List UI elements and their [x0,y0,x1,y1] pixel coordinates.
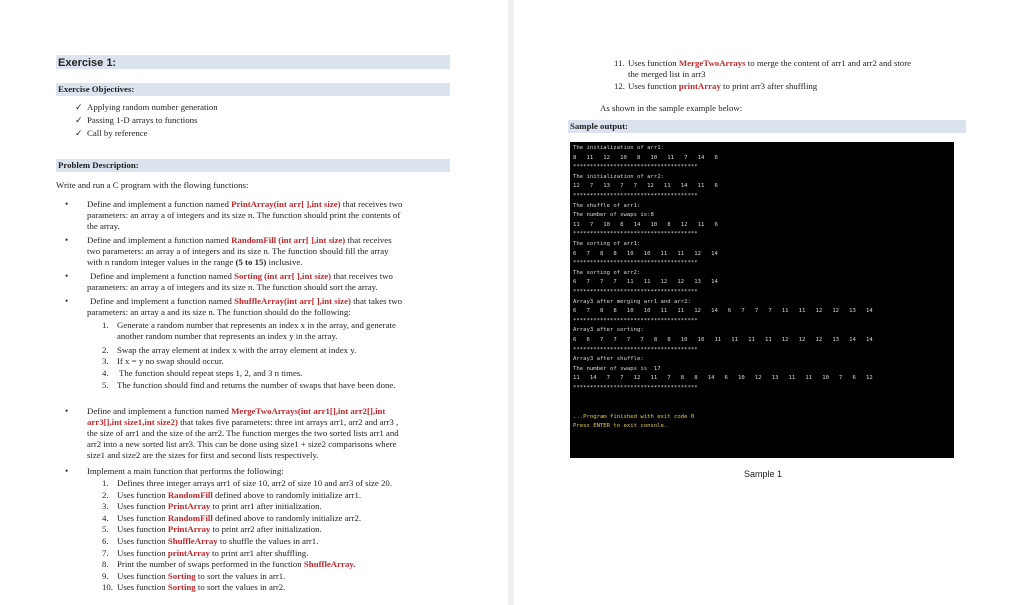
step-text: If x = y no swap should occur. [117,356,224,366]
step-number: 1. [102,320,109,330]
bullet-shufflearray: Define and implement a function named ShuffleArray(int arr[ ],int size) that takes two [90,296,402,306]
main-step-text: Uses function Sorting to sort the values in arr1. [117,570,286,581]
console-line: Array3 after shuffle: [573,356,644,363]
step-number: 2. [102,489,109,500]
bullet-text: parameters: an array a and its size n. The function should do the following: [87,307,351,317]
sample-caption: Sample 1 [744,469,783,479]
bullet-text: with n random integer values in the range (5 to 15) inclusive. [87,257,303,267]
step-number: 3. [102,501,109,512]
step-text: The function should find and returns the number of swaps that have been done. [117,380,396,390]
main-step-text: Uses function PrintArray to print arr2 after initialization. [117,524,322,535]
step-text: Swap the array element at index x with the array element at index y. [117,345,357,355]
bullet-main: Implement a main function that performs the following: [87,466,284,476]
step-number: 1. [102,478,109,488]
bullet-text: size1 and size2 are the sizes for first and second lists respectively. [87,450,319,460]
console-line: The sorting of arr1: [573,241,641,247]
console-line: ************************************* [573,164,698,171]
console-line: 12 7 13 7 7 12 11 14 11 6 [573,183,718,190]
console-line: 6 7 8 8 10 10 11 11 12 14 6 7 7 7 11 11 12 12 13 14 [573,308,873,315]
console-line: The initialization of arr2: [573,173,664,180]
problem-heading: Problem Description: [58,160,139,170]
bullet-text: arr3[],int size1,int size2) that takes five parameters: three int arrays arr1, arr2 and arr3 , [87,417,399,427]
console-line: The initialization of arr1: [573,145,664,151]
main-step-text: Defines three integer arrays arr1 of size 10, arr2 of size 10 and arr3 of size 20. [117,478,393,488]
step-text: another random number that represents an index y in the array. [117,331,338,341]
main-step-text: Uses function RandomFill defined above to randomly initialize arr1. [117,489,362,500]
bullet-printarray: Define and implement a function named PrintArray(int arr[ ],int size) that receives two [87,199,403,209]
step-text: the merged list in arr3 [628,69,706,79]
console-line: 6 7 7 7 11 11 12 12 13 14 [573,279,718,286]
bullet-text: arr2 into a new sorted list arr3. This can be done using size1 + size2 comparisons where [87,439,397,449]
step-number: 5. [102,524,109,535]
console-line: 11 14 7 7 12 11 7 8 8 14 6 10 12 13 11 11 10 7 6 12 [573,375,873,382]
objectives-heading: Exercise Objectives: [58,84,135,94]
console-line: 6 7 8 8 10 10 11 11 12 14 [573,250,718,257]
bullet-mergetwoarrays: Define and implement a function named MergeTwoArrays(int arr1[],int arr2[],int [87,406,386,416]
step-number: 11. [614,58,625,68]
main-step-text: Uses function ShuffleArray to shuffle the values in arr1. [117,536,319,546]
step-number: 6. [102,536,109,546]
console-line: 6 6 7 7 7 7 8 8 10 10 11 11 11 11 12 12 12 13 14 14 [573,337,873,343]
console-line: ...Program finished with exit code 0 [573,413,695,420]
step-text: Uses function MergeTwoArrays to merge the content of arr1 and arr2 and store [628,58,912,68]
objective-item: Applying random number generation [87,102,218,112]
console-output [570,142,954,458]
step-number: 2. [102,345,109,355]
console-line: ************************************* [573,289,698,295]
console-line: Array3 after sorting: [573,327,644,334]
objective-item: Passing 1-D arrays to functions [87,115,198,125]
step-text: Generate a random number that represents an index x in the array, and generate [117,320,396,330]
step-text: Uses function printArray to print arr3 after shuffling [628,81,818,91]
bullet-text: the array. [87,221,120,231]
console-line: ************************************* [573,317,698,324]
bullet-text: parameters: an array a of integers and its size n. The function should sort the array. [87,282,378,292]
objective-check-icon: ✓ [75,128,83,138]
step-number: 10. [102,582,113,593]
main-step-text: Uses function Sorting to sort the values in arr2. [117,582,286,593]
bullet-text: parameters: an array a of integers and its size n. The function should print the contents of [87,210,401,220]
bullet-icon: • [65,271,69,281]
console-line: Press ENTER to exit console. [573,423,668,430]
main-step-text: Print the number of swaps performed in the function ShuffleArray. [117,559,356,570]
bullet-icon: • [65,406,69,416]
console-line: Array3 after merging arr1 and arr2: [573,298,691,305]
step-number: 12. [614,81,625,91]
step-number: 3. [102,356,109,366]
console-line: The shuffle of arr1: [573,202,641,209]
console-line: ************************************* [573,260,698,267]
step-number: 4. [102,512,109,523]
objective-check-icon: ✓ [75,102,83,112]
objective-item: Call by reference [87,128,148,138]
console-line: ************************************* [573,346,698,353]
step-text: The function should repeat steps 1, 2, and 3 n times. [119,368,303,378]
sample-intro-text: As shown in the sample example below: [600,103,743,113]
console-line: The sorting of arr2: [573,269,641,276]
objective-check-icon: ✓ [75,115,83,125]
sample-output-heading: Sample output: [570,121,628,131]
exercise-title: Exercise 1: [58,57,117,69]
bullet-randomfill: Define and implement a function named RandomFill (int arr[ ],int size) that receives [87,235,392,245]
console-line: 8 11 12 10 8 10 11 7 14 6 [573,154,718,161]
console-line: ************************************* [573,385,698,391]
console-line: 11 7 10 8 14 10 8 12 11 6 [573,221,718,228]
intro-text: Write and run a C program with the flowing functions: [56,180,249,190]
bullet-text: two parameters: an array a of integers and its size n. The function should fill the array [87,246,389,256]
main-step-text: Uses function PrintArray to print arr1 after initialization. [117,501,322,512]
main-step-text: Uses function printArray to print arr1 after shuffling. [117,547,309,558]
bullet-icon: • [65,235,69,245]
step-number: 5. [102,380,109,390]
left-page [0,0,508,605]
step-number: 8. [102,559,109,570]
step-number: 9. [102,570,109,581]
step-number: 4. [102,368,109,378]
console-line: The number of swaps is:8 [573,212,654,219]
right-page [514,0,1024,605]
bullet-icon: • [65,296,69,306]
bullet-icon: • [65,466,69,476]
console-line: ************************************* [573,231,698,238]
bullet-sorting: Define and implement a function named Sorting (int arr[ ],int size) that receives two [90,271,393,281]
step-number: 7. [102,547,109,558]
bullet-icon: • [65,199,69,209]
console-line: The number of swaps is 17 [573,365,661,372]
console-line: ************************************* [573,193,698,199]
main-step-text: Uses function RandomFill defined above to randomly initialize arr2. [117,512,362,523]
bullet-text: the size of arr1 and the size of the arr2. The function merges the two sorted lists arr1 and [87,428,399,438]
